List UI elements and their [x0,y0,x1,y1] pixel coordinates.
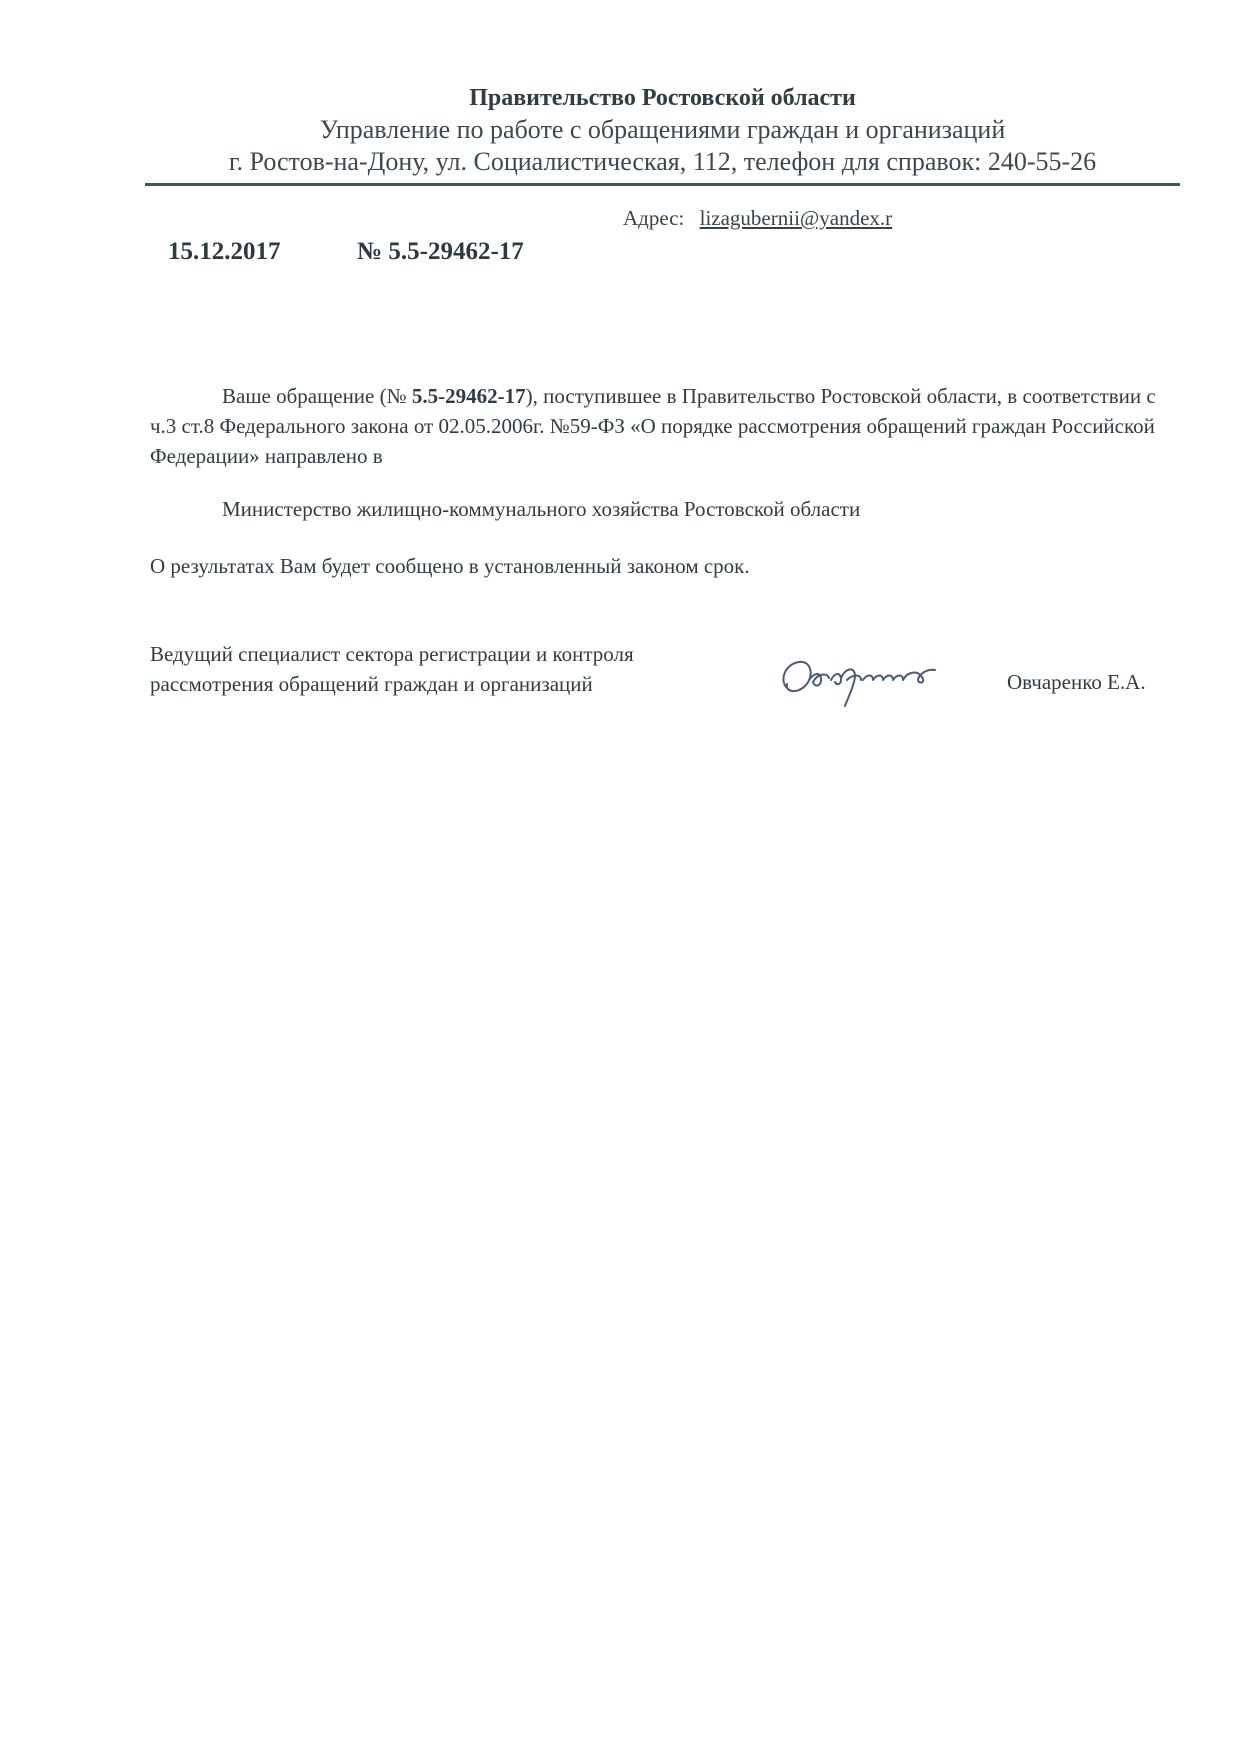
signer-name: Овчаренко Е.А. [1007,670,1146,694]
result-note: О результатах Вам будет сообщено в установленный законом срок. [150,554,750,578]
body-text-start: Ваше обращение (№ [222,384,412,408]
recipient-label: Адрес: [623,206,685,230]
body-paragraph [150,381,1180,471]
handwritten-signature [775,650,975,710]
header-rule [145,183,1180,186]
document-number: № 5.5-29462-17 [357,238,524,265]
org-address: г. Ростов-на-Дону, ул. Социалистическая, 112, телефон для справок: 240-55-26 [228,147,1097,176]
position-line-1: Ведущий специалист сектора регистрации и контроля [150,642,634,666]
dept-name: Управление по работе с обращениями граждан и организаций [319,115,1006,144]
recipient-address [623,206,892,231]
body-appeal-number: 5.5-29462-17 [411,384,526,408]
recipient-email: lizagubernii@yandex.r [699,206,893,230]
org-name: Правительство Ростовской области [469,85,856,111]
ministry-name: Министерство жилищно-коммунального хозяйства Ростовской области [222,497,861,521]
body-text-rest: ), поступившее в Правительство Ростовской области, в соответствии с ч.3 ст.8 Федерального закона от 02.05.2006г. №59-ФЗ «О порядке рассмотрения обращений граждан Российской Федерации» направлено в [150,384,1156,468]
signer-position [150,639,750,699]
position-line-2: рассмотрения обращений граждан и организаций [150,672,593,696]
letterhead [145,82,1180,178]
document-date: 15.12.2017 [168,238,281,265]
